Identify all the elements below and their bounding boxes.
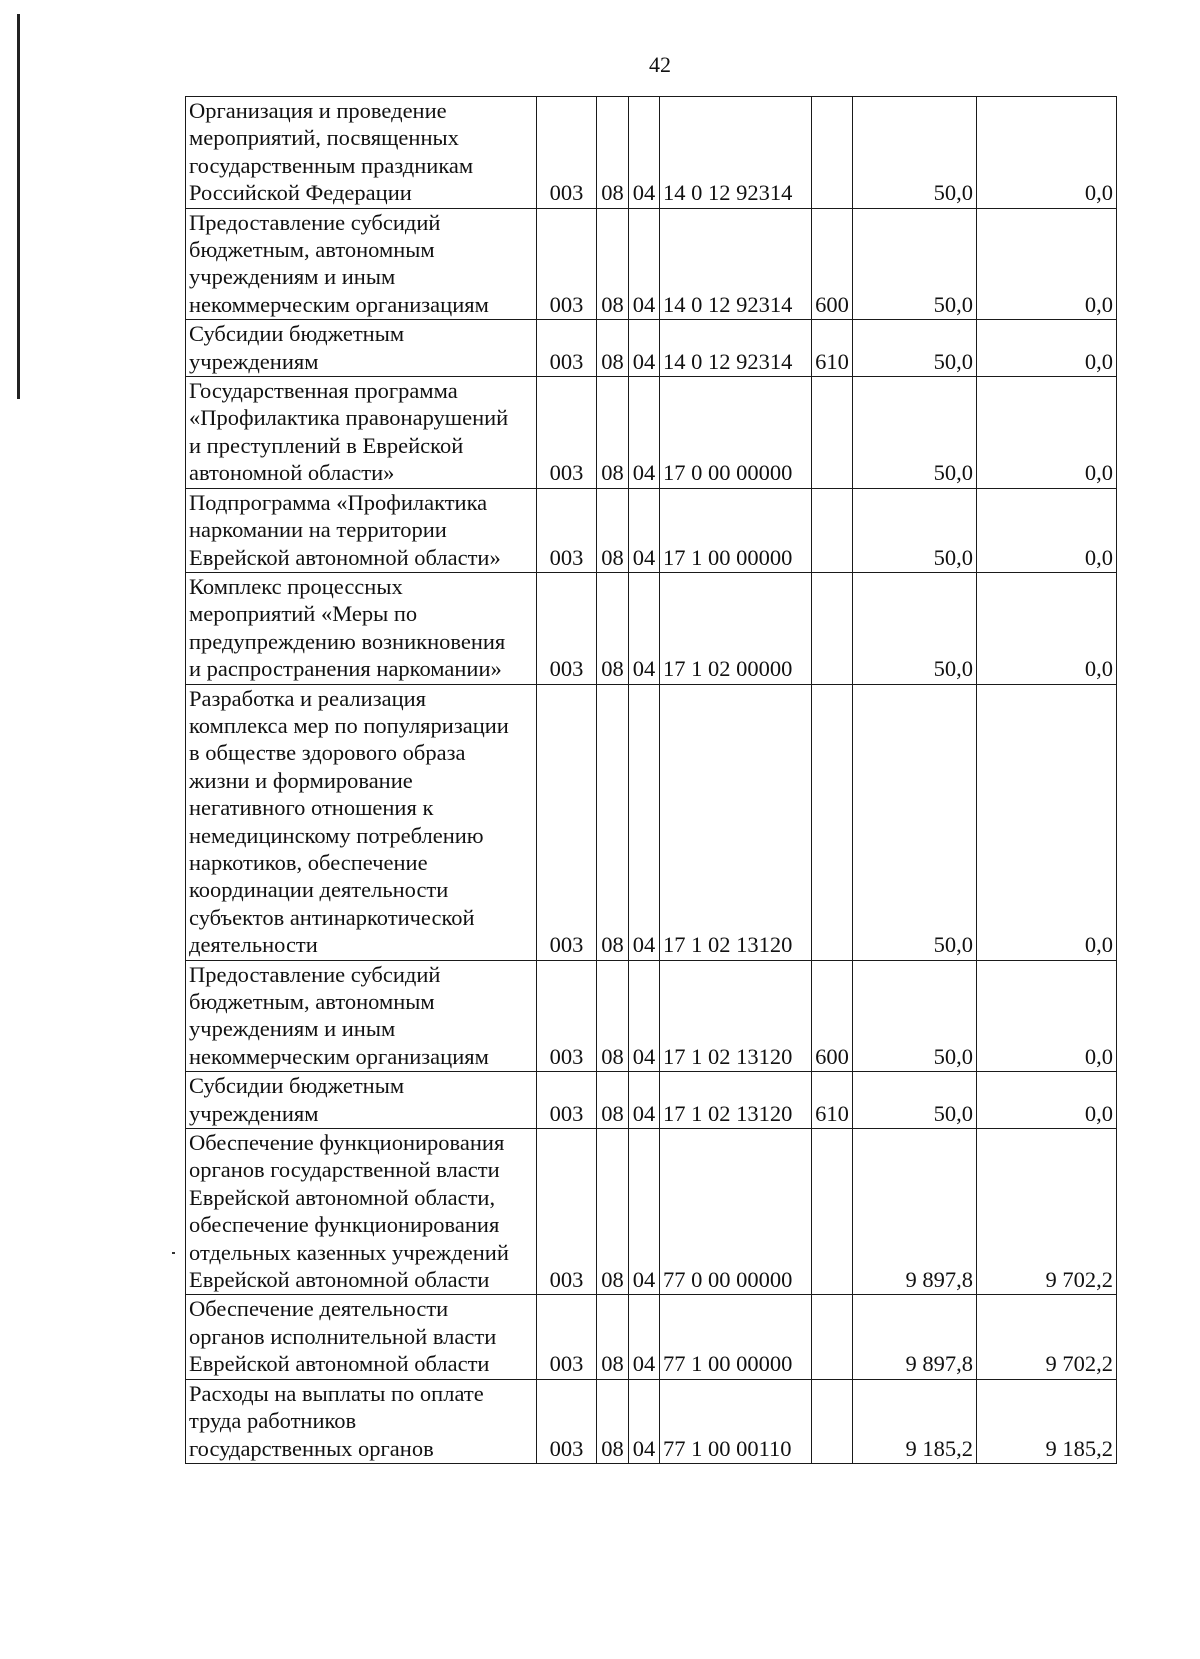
cell-section-code: 08 xyxy=(597,377,629,489)
cell-amount-year-1: 9 897,8 xyxy=(853,1295,977,1379)
item-name-line: немедицинскому потреблению xyxy=(189,822,484,848)
cell-target-code: 17 0 00 00000 xyxy=(660,377,812,489)
item-name-line: Еврейской автономной области» xyxy=(189,544,501,570)
cell-target-code: 77 1 00 00000 xyxy=(660,1295,812,1379)
cell-item-name xyxy=(186,1072,537,1129)
table-row xyxy=(186,97,1117,209)
cell-target-code: 17 1 02 13120 xyxy=(660,1072,812,1129)
item-name-line: и распространения наркомании» xyxy=(189,656,502,682)
table-row xyxy=(186,377,1117,489)
item-name-line: Подпрограмма «Профилактика xyxy=(189,489,488,515)
item-name-line: Обеспечение функционирования xyxy=(189,1130,505,1156)
cell-section-code: 08 xyxy=(597,1129,629,1295)
cell-amount-year-1: 9 185,2 xyxy=(853,1379,977,1463)
cell-item-name xyxy=(186,1129,537,1295)
item-name-line: некоммерческим организациям xyxy=(189,291,489,317)
cell-ministry-code: 003 xyxy=(537,572,597,684)
cell-expense-type-code xyxy=(812,1129,853,1295)
item-name-line: Разработка и реализация xyxy=(189,685,426,711)
cell-amount-year-2: 0,0 xyxy=(977,208,1117,320)
item-name-line: координации деятельности xyxy=(189,877,449,903)
cell-amount-year-1: 50,0 xyxy=(853,488,977,572)
item-name-line: Субсидии бюджетным xyxy=(189,321,405,347)
cell-target-code: 14 0 12 92314 xyxy=(660,320,812,377)
item-name-line: Предоставление субсидий xyxy=(189,961,441,987)
budget-table-body xyxy=(186,97,1117,1464)
table-row xyxy=(186,684,1117,960)
cell-expense-type-code xyxy=(812,684,853,960)
cell-amount-year-1: 50,0 xyxy=(853,208,977,320)
cell-expense-type-code: 600 xyxy=(812,960,853,1072)
cell-item-name xyxy=(186,960,537,1072)
cell-amount-year-1: 50,0 xyxy=(853,320,977,377)
cell-subsection-code: 04 xyxy=(629,320,660,377)
item-name-line: «Профилактика правонарушений xyxy=(189,405,509,431)
cell-section-code: 08 xyxy=(597,208,629,320)
item-name-line: Комплекс процессных xyxy=(189,573,403,599)
cell-amount-year-2: 0,0 xyxy=(977,1072,1117,1129)
cell-section-code: 08 xyxy=(597,97,629,209)
item-name-line: Еврейской автономной области xyxy=(189,1267,490,1293)
cell-amount-year-1: 50,0 xyxy=(853,1072,977,1129)
cell-amount-year-1: 50,0 xyxy=(853,960,977,1072)
cell-expense-type-code xyxy=(812,488,853,572)
cell-amount-year-2: 0,0 xyxy=(977,960,1117,1072)
cell-ministry-code: 003 xyxy=(537,1072,597,1129)
cell-section-code: 08 xyxy=(597,1379,629,1463)
item-name-line: автономной области» xyxy=(189,460,395,486)
cell-item-name xyxy=(186,488,537,572)
cell-amount-year-2: 0,0 xyxy=(977,320,1117,377)
cell-expense-type-code xyxy=(812,97,853,209)
cell-expense-type-code xyxy=(812,1295,853,1379)
item-name-line: жизни и формирование xyxy=(189,767,413,793)
cell-subsection-code: 04 xyxy=(629,1072,660,1129)
cell-subsection-code: 04 xyxy=(629,572,660,684)
cell-ministry-code: 003 xyxy=(537,208,597,320)
cell-section-code: 08 xyxy=(597,1295,629,1379)
cell-expense-type-code xyxy=(812,1379,853,1463)
cell-amount-year-2: 0,0 xyxy=(977,572,1117,684)
cell-ministry-code: 003 xyxy=(537,320,597,377)
cell-expense-type-code xyxy=(812,572,853,684)
cell-item-name xyxy=(186,1295,537,1379)
cell-subsection-code: 04 xyxy=(629,684,660,960)
cell-ministry-code: 003 xyxy=(537,960,597,1072)
item-name-line: в обществе здорового образа xyxy=(189,740,466,766)
cell-item-name xyxy=(186,97,537,209)
item-name-line: бюджетным, автономным xyxy=(189,237,435,263)
item-name-line: учреждениям xyxy=(189,348,319,374)
cell-item-name xyxy=(186,572,537,684)
cell-subsection-code: 04 xyxy=(629,377,660,489)
item-name-line: учреждениям и иным xyxy=(189,264,396,290)
cell-section-code: 08 xyxy=(597,1072,629,1129)
item-name-line: отдельных казенных учреждений xyxy=(189,1239,509,1265)
item-name-line: учреждениям xyxy=(189,1100,319,1126)
cell-subsection-code: 04 xyxy=(629,1379,660,1463)
table-row xyxy=(186,488,1117,572)
cell-item-name xyxy=(186,208,537,320)
cell-amount-year-1: 50,0 xyxy=(853,684,977,960)
cell-target-code: 77 0 00 00000 xyxy=(660,1129,812,1295)
cell-ministry-code: 003 xyxy=(537,488,597,572)
cell-target-code: 14 0 12 92314 xyxy=(660,208,812,320)
item-name-line: предупреждению возникновения xyxy=(189,628,506,654)
item-name-line: Предоставление субсидий xyxy=(189,209,441,235)
cell-ministry-code: 003 xyxy=(537,1379,597,1463)
table-row xyxy=(186,1379,1117,1463)
table-row xyxy=(186,320,1117,377)
item-name-line: мероприятий, посвященных xyxy=(189,125,459,151)
scan-speck xyxy=(172,1252,175,1254)
cell-item-name xyxy=(186,377,537,489)
cell-amount-year-2: 0,0 xyxy=(977,684,1117,960)
table-row xyxy=(186,1295,1117,1379)
budget-table xyxy=(185,96,1117,1464)
item-name-line: труда работников xyxy=(189,1408,357,1434)
item-name-line: государственных органов xyxy=(189,1435,434,1461)
table-row xyxy=(186,960,1117,1072)
table-row xyxy=(186,1129,1117,1295)
item-name-line: Государственная программа xyxy=(189,378,458,404)
page-number: 42 xyxy=(649,52,671,77)
item-name-line: наркотиков, обеспечение xyxy=(189,849,428,875)
cell-amount-year-2: 9 702,2 xyxy=(977,1295,1117,1379)
cell-ministry-code: 003 xyxy=(537,377,597,489)
cell-subsection-code: 04 xyxy=(629,208,660,320)
item-name-line: органов государственной власти xyxy=(189,1157,500,1183)
item-name-line: комплекса мер по популяризации xyxy=(189,712,509,738)
item-name-line: мероприятий «Меры по xyxy=(189,601,418,627)
cell-section-code: 08 xyxy=(597,684,629,960)
item-name-line: учреждениям и иным xyxy=(189,1016,396,1042)
item-name-line: негативного отношения к xyxy=(189,795,434,821)
cell-section-code: 08 xyxy=(597,488,629,572)
item-name-line: деятельности xyxy=(189,932,318,958)
item-name-line: Российской Федерации xyxy=(189,180,412,206)
cell-amount-year-1: 9 897,8 xyxy=(853,1129,977,1295)
cell-item-name xyxy=(186,1379,537,1463)
cell-target-code: 17 1 02 13120 xyxy=(660,684,812,960)
item-name-line: бюджетным, автономным xyxy=(189,989,435,1014)
cell-amount-year-2: 9 185,2 xyxy=(977,1379,1117,1463)
item-name-line: Еврейской автономной области, xyxy=(189,1184,496,1210)
cell-item-name xyxy=(186,320,537,377)
cell-expense-type-code: 610 xyxy=(812,1072,853,1129)
cell-expense-type-code: 610 xyxy=(812,320,853,377)
cell-target-code: 17 1 02 13120 xyxy=(660,960,812,1072)
cell-section-code: 08 xyxy=(597,572,629,684)
cell-target-code: 17 1 00 00000 xyxy=(660,488,812,572)
cell-subsection-code: 04 xyxy=(629,1129,660,1295)
item-name-line: Расходы на выплаты по оплате xyxy=(189,1380,484,1406)
cell-subsection-code: 04 xyxy=(629,1295,660,1379)
cell-expense-type-code xyxy=(812,377,853,489)
item-name-line: Обеспечение деятельности xyxy=(189,1296,449,1322)
item-name-line: Субсидии бюджетным xyxy=(189,1073,405,1099)
cell-amount-year-2: 9 702,2 xyxy=(977,1129,1117,1295)
cell-target-code: 77 1 00 00110 xyxy=(660,1379,812,1463)
item-name-line: субъектов антинаркотической xyxy=(189,904,475,930)
cell-subsection-code: 04 xyxy=(629,488,660,572)
cell-amount-year-2: 0,0 xyxy=(977,97,1117,209)
item-name-line: наркомании на территории xyxy=(189,517,447,543)
cell-ministry-code: 003 xyxy=(537,684,597,960)
cell-ministry-code: 003 xyxy=(537,1129,597,1295)
table-row xyxy=(186,208,1117,320)
cell-expense-type-code: 600 xyxy=(812,208,853,320)
cell-amount-year-1: 50,0 xyxy=(853,377,977,489)
cell-target-code: 14 0 12 92314 xyxy=(660,97,812,209)
cell-ministry-code: 003 xyxy=(537,97,597,209)
cell-amount-year-1: 50,0 xyxy=(853,97,977,209)
item-name-line: государственным праздникам xyxy=(189,152,474,178)
cell-subsection-code: 04 xyxy=(629,960,660,1072)
cell-section-code: 08 xyxy=(597,960,629,1072)
item-name-line: некоммерческим организациям xyxy=(189,1043,489,1069)
table-row xyxy=(186,572,1117,684)
cell-amount-year-2: 0,0 xyxy=(977,377,1117,489)
cell-amount-year-1: 50,0 xyxy=(853,572,977,684)
item-name-line: обеспечение функционирования xyxy=(189,1212,500,1238)
cell-target-code: 17 1 02 00000 xyxy=(660,572,812,684)
item-name-line: органов исполнительной власти xyxy=(189,1323,497,1349)
item-name-line: Организация и проведение xyxy=(189,98,447,123)
cell-item-name xyxy=(186,684,537,960)
item-name-line: и преступлений в Еврейской xyxy=(189,432,464,458)
cell-amount-year-2: 0,0 xyxy=(977,488,1117,572)
cell-section-code: 08 xyxy=(597,320,629,377)
cell-subsection-code: 04 xyxy=(629,97,660,209)
item-name-line: Еврейской автономной области xyxy=(189,1351,490,1377)
cell-ministry-code: 003 xyxy=(537,1295,597,1379)
table-row xyxy=(186,1072,1117,1129)
